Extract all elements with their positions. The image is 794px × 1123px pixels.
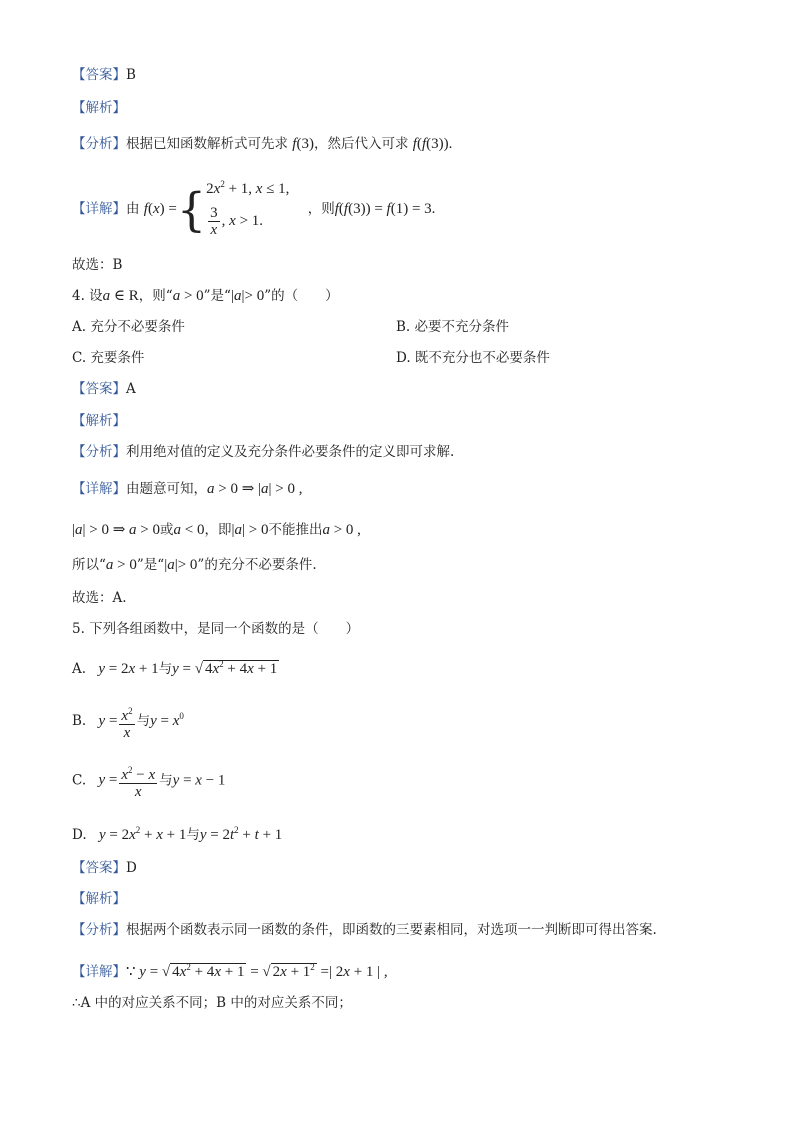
- q4-option-d: D. 既不充分也不必要条件: [396, 350, 550, 366]
- formula: a > 0: [105, 557, 137, 573]
- q5-option-b: [72, 700, 184, 741]
- q5-option-a: [72, 655, 279, 678]
- q4-stem-text: 4. 设: [72, 288, 103, 304]
- formula: a > 0 ,: [322, 522, 361, 538]
- formula: (: [416, 136, 422, 152]
- brace: {: [176, 182, 207, 237]
- jiexi-tag: 【解析】: [72, 413, 126, 429]
- answer-tag: 【答案】: [72, 860, 126, 876]
- formula: y = 2x + 1: [98, 661, 159, 677]
- formula: a > 0: [172, 288, 204, 304]
- q4-option-c: C. 充要条件: [72, 350, 145, 366]
- formula: $y = 2t^2 + t + 1$: [199, 825, 283, 843]
- q4-line2: [72, 521, 361, 539]
- yu-text: 与: [158, 661, 173, 677]
- xiangjie-line: [72, 175, 435, 244]
- fenxi-text: ，然后代入可求: [313, 136, 409, 152]
- formula: $y = 2x^2 + x + 1$: [98, 825, 187, 843]
- formula: a > 0 ⇒ |a| > 0 ,: [207, 481, 303, 497]
- q4-line2-text: 或: [160, 522, 174, 538]
- q4-line3-text: 所以“: [72, 557, 106, 573]
- formula: f: [412, 136, 417, 152]
- formula: ) =: [159, 201, 177, 217]
- formula: y = x − 1: [172, 772, 226, 789]
- formula: (: [147, 201, 153, 217]
- answer-tag: 【答案】: [72, 381, 126, 397]
- xiangjie-tag: 【详解】: [72, 201, 126, 217]
- formula: f(f(3)) = f(1) = 3.: [334, 201, 436, 217]
- piecewise: $2x^2 + 1$, x ≤ 1, $\frac{3}{x}$ , x > 1.: [206, 179, 290, 238]
- answer-value: B: [126, 67, 136, 83]
- jiexi-tag: 【解析】: [72, 891, 126, 907]
- option-label: D.: [72, 827, 87, 843]
- fenxi-text: 根据两个函数表示同一函数的条件，即函数的三要素相同，对选项一一判断即可得出答案.: [126, 922, 657, 938]
- answer-line: [72, 380, 136, 398]
- q5-stem: 5. 下列各组函数中，是同一个函数的是（ ）: [72, 621, 360, 637]
- q4-stem-text: ”是“: [203, 288, 231, 304]
- formula: |a|> 0: [164, 557, 198, 573]
- formula: |a| > 0: [231, 522, 269, 538]
- fenxi-tag: 【分析】: [72, 136, 126, 152]
- option-label: C.: [72, 772, 87, 789]
- fenxi-tag: 【分析】: [72, 444, 126, 460]
- q4-line2-text: 不能推出: [268, 522, 323, 538]
- fenxi-line: [72, 443, 454, 461]
- formula: ∵ y = √ $4x^2 + 4x + 1$ = √ $2x + 1^2$ =| 2x + 1 | ,: [126, 962, 388, 980]
- yu-text: 与: [186, 827, 200, 843]
- xiangjie-text: 由题意可知，: [126, 481, 207, 497]
- formula: a ∈ R: [102, 288, 139, 304]
- q5-option-d: [72, 821, 282, 844]
- xiangjie-tag: 【详解】: [72, 481, 126, 497]
- option-label: A.: [72, 661, 87, 677]
- answer-tag: 【答案】: [72, 67, 126, 83]
- q4-line3-text: ”的充分不必要条件.: [197, 557, 317, 573]
- jiexi-tag: 【解析】: [72, 100, 126, 116]
- formula: x: [152, 201, 160, 217]
- formula: f: [421, 136, 427, 152]
- formula: |a| > 0 ⇒ a > 0: [72, 522, 161, 538]
- fenxi-text: 根据已知函数解析式可先求: [126, 136, 288, 152]
- formula: (3): [296, 136, 314, 152]
- formula: f: [143, 201, 148, 217]
- formula: a < 0: [173, 522, 205, 538]
- yu-text: 与: [136, 713, 151, 729]
- guxuan-line: 故选：B: [72, 257, 123, 273]
- jiexi-line: [72, 412, 126, 430]
- then-text: ，则: [307, 201, 335, 217]
- fenxi-text: 利用绝对值的定义及充分条件必要条件的定义即可求解.: [126, 444, 455, 460]
- formula: f: [292, 136, 297, 152]
- formula: (3)).: [426, 136, 453, 152]
- answer-value: A: [126, 381, 136, 397]
- q4-line3-text: ”是“: [136, 557, 165, 573]
- q5-last-line: ∴A 中的对应关系不同；B 中的对应关系不同；: [72, 995, 352, 1011]
- fenxi-tag: 【分析】: [72, 922, 126, 938]
- q5-option-c: [72, 762, 225, 800]
- q4-stem-text: ”的（ ）: [264, 288, 339, 304]
- q4-option-b: B. 必要不充分条件: [396, 319, 510, 335]
- answer-line: [72, 66, 136, 84]
- yu-text: 与: [159, 772, 173, 789]
- option-label: B.: [72, 713, 87, 729]
- jiexi-line: [72, 890, 126, 908]
- xiangjie-tag: 【详解】: [72, 964, 126, 980]
- formula: $y = x^0$: [150, 711, 184, 729]
- q4-stem: [72, 287, 339, 305]
- xiangjie-text: 由: [126, 201, 140, 217]
- q4-option-a: A. 充分不必要条件: [72, 319, 185, 335]
- formula: y = $\frac{x^2 - x}{x}$: [98, 772, 159, 788]
- fenxi-line: [72, 135, 452, 153]
- answer-value: D: [126, 860, 137, 876]
- guxuan-line: 故选：A.: [72, 590, 127, 606]
- answer-line: [72, 859, 137, 877]
- fenxi-line: [72, 921, 657, 939]
- xiangjie-line: [72, 480, 303, 498]
- jiexi-line: [72, 99, 126, 117]
- q4-stem-text: ，则“: [138, 288, 173, 304]
- q4-line2-text: ，即: [204, 522, 232, 538]
- formula: |a|> 0: [230, 288, 265, 304]
- formula: y = $\frac{x^2}{x}$: [99, 713, 137, 729]
- formula: y = √ $4x^2 + 4x + 1$: [172, 659, 278, 677]
- q4-line3: [72, 556, 317, 574]
- xiangjie-line: [72, 958, 388, 981]
